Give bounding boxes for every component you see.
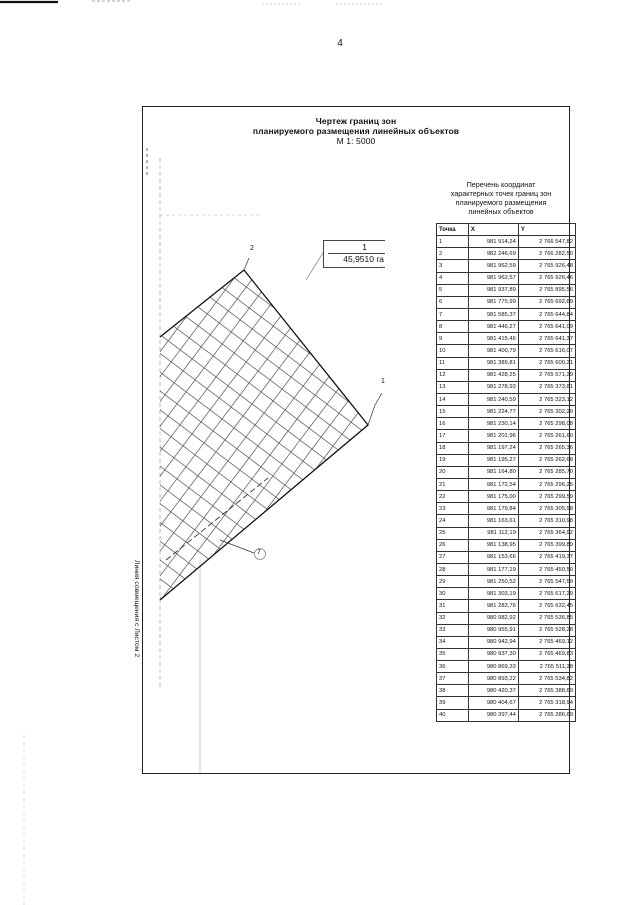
y-cell: 2 765 298,08 — [518, 418, 575, 430]
point-cell: 9 — [437, 333, 469, 345]
coordinates-list-title — [418, 180, 584, 216]
drawing-title — [142, 116, 570, 146]
table-row — [437, 466, 576, 478]
table-row — [437, 454, 576, 466]
table-row — [437, 357, 576, 369]
y-cell: 2 765 450,50 — [518, 563, 575, 575]
y-cell: 2 765 419,37 — [518, 551, 575, 563]
x-cell: 981 303,19 — [468, 588, 518, 600]
point-cell: 10 — [437, 345, 469, 357]
page-number: 4 — [337, 38, 343, 49]
table-row — [437, 418, 576, 430]
y-cell: 2 765 318,94 — [518, 697, 575, 709]
y-cell: 2 765 571,29 — [518, 369, 575, 381]
table-row — [437, 406, 576, 418]
header-point: Точка — [437, 224, 469, 236]
coordinates-table — [436, 223, 576, 722]
x-cell: 981 428,25 — [468, 369, 518, 381]
point-label-1: 1 — [381, 378, 385, 385]
y-cell: 2 765 534,82 — [518, 673, 575, 685]
table-row — [437, 284, 576, 296]
point-cell: 2 — [437, 248, 469, 260]
point-cell: 39 — [437, 697, 469, 709]
point-cell: 26 — [437, 539, 469, 551]
title-line-1: Чертеж границ зон — [315, 116, 397, 126]
point-cell: 4 — [437, 272, 469, 284]
y-cell: 2 765 632,45 — [518, 600, 575, 612]
x-cell: 980 893,22 — [468, 673, 518, 685]
x-cell: 980 397,44 — [468, 709, 518, 721]
x-cell: 980 982,92 — [468, 612, 518, 624]
table-row — [437, 236, 576, 248]
y-cell: 2 765 547,59 — [518, 576, 575, 588]
x-cell: 981 240,59 — [468, 393, 518, 405]
table-row — [437, 551, 576, 563]
table-row — [437, 296, 576, 308]
x-cell: 981 585,37 — [468, 308, 518, 320]
y-cell: 2 765 616,07 — [518, 345, 575, 357]
table-row — [437, 503, 576, 515]
x-cell: 981 112,19 — [468, 527, 518, 539]
point-cell: 7 — [437, 308, 469, 320]
x-cell: 981 179,84 — [468, 503, 518, 515]
y-cell: 2 765 926,46 — [518, 272, 575, 284]
point-cell: 24 — [437, 515, 469, 527]
list-title-line: Перечень координат — [466, 180, 536, 189]
point-cell: 34 — [437, 636, 469, 648]
table-row — [437, 442, 576, 454]
y-cell: 2 765 641,37 — [518, 333, 575, 345]
point-cell: 14 — [437, 393, 469, 405]
table-row — [437, 393, 576, 405]
y-cell: 2 765 299,59 — [518, 491, 575, 503]
y-cell: 2 765 641,09 — [518, 321, 575, 333]
drawing-scale: М 1: 5000 — [336, 136, 376, 146]
table-row — [437, 321, 576, 333]
y-cell: 2 765 285,70 — [518, 466, 575, 478]
x-cell: 981 775,99 — [468, 296, 518, 308]
point-cell: 1 — [437, 236, 469, 248]
point-cell: 20 — [437, 466, 469, 478]
x-cell: 981 278,93 — [468, 381, 518, 393]
point-cell: 17 — [437, 430, 469, 442]
y-cell: 2 766 282,50 — [518, 248, 575, 260]
x-cell: 981 164,80 — [468, 466, 518, 478]
x-cell: 981 163,61 — [468, 515, 518, 527]
table-row — [437, 600, 576, 612]
y-cell: 2 765 536,85 — [518, 612, 575, 624]
y-cell: 2 765 926,48 — [518, 260, 575, 272]
point-cell: 31 — [437, 600, 469, 612]
y-cell: 2 765 399,89 — [518, 539, 575, 551]
table-row — [437, 333, 576, 345]
x-cell: 980 420,37 — [468, 685, 518, 697]
y-cell: 2 765 895,56 — [518, 284, 575, 296]
point-cell: 35 — [437, 648, 469, 660]
y-cell: 2 765 296,25 — [518, 478, 575, 490]
table-row — [437, 576, 576, 588]
x-cell: 981 197,24 — [468, 442, 518, 454]
x-cell: 981 172,54 — [468, 478, 518, 490]
table-row — [437, 709, 576, 721]
point-cell: 21 — [437, 478, 469, 490]
combination-line-label: Линия совмещения с Листом 2 — [133, 560, 140, 658]
x-cell: 981 153,66 — [468, 551, 518, 563]
table-row — [437, 648, 576, 660]
table-row — [437, 697, 576, 709]
y-cell: 2 765 644,84 — [518, 308, 575, 320]
point-cell: 23 — [437, 503, 469, 515]
point-cell: 40 — [437, 709, 469, 721]
table-row — [437, 345, 576, 357]
list-title-line: характерных точек границ зон — [450, 189, 552, 198]
x-cell: 982 246,69 — [468, 248, 518, 260]
y-cell: 2 765 528,28 — [518, 624, 575, 636]
x-cell: 981 224,77 — [468, 406, 518, 418]
point-cell: 28 — [437, 563, 469, 575]
table-row — [437, 248, 576, 260]
point-cell: 32 — [437, 612, 469, 624]
x-cell: 981 138,95 — [468, 539, 518, 551]
y-cell: 2 765 302,20 — [518, 406, 575, 418]
x-cell: 980 404,67 — [468, 697, 518, 709]
table-row — [437, 491, 576, 503]
x-cell: 981 415,46 — [468, 333, 518, 345]
point-cell: 16 — [437, 418, 469, 430]
list-title-line: линейных объектов — [468, 207, 534, 216]
y-cell: 2 765 617,29 — [518, 588, 575, 600]
table-row — [437, 527, 576, 539]
x-cell: 981 250,52 — [468, 576, 518, 588]
x-cell: 981 962,57 — [468, 272, 518, 284]
table-row — [437, 588, 576, 600]
table-row — [437, 260, 576, 272]
table-row — [437, 624, 576, 636]
y-cell: 2 765 511,38 — [518, 661, 575, 673]
point-cell: 38 — [437, 685, 469, 697]
header-y: Y — [518, 224, 575, 236]
table-row — [437, 661, 576, 673]
list-title-line: планируемого размещения — [455, 198, 547, 207]
point-cell: 11 — [437, 357, 469, 369]
header-x: X — [468, 224, 518, 236]
area-number: 1 — [362, 242, 367, 252]
y-cell: 2 765 388,69 — [518, 685, 575, 697]
coordinates-table-body — [437, 236, 576, 722]
table-row — [437, 515, 576, 527]
y-cell: 2 765 262,68 — [518, 454, 575, 466]
point-cell: 18 — [437, 442, 469, 454]
x-cell: 981 389,81 — [468, 357, 518, 369]
x-cell: 980 937,30 — [468, 648, 518, 660]
table-row — [437, 673, 576, 685]
x-cell: 980 955,91 — [468, 624, 518, 636]
point-cell: 37 — [437, 673, 469, 685]
table-row — [437, 478, 576, 490]
point-cell: 5 — [437, 284, 469, 296]
point-label-7: 7 — [257, 549, 261, 556]
y-cell: 2 765 692,69 — [518, 296, 575, 308]
y-cell: 2 765 286,69 — [518, 709, 575, 721]
y-cell: 2 765 265,36 — [518, 442, 575, 454]
x-cell: 981 446,27 — [468, 321, 518, 333]
y-cell: 2 765 364,92 — [518, 527, 575, 539]
x-cell: 981 283,76 — [468, 600, 518, 612]
point-cell: 29 — [437, 576, 469, 588]
x-cell: 981 201,96 — [468, 430, 518, 442]
point-label-2: 2 — [250, 245, 254, 252]
table-row — [437, 539, 576, 551]
table-row — [437, 381, 576, 393]
y-cell: 2 765 469,12 — [518, 636, 575, 648]
table-row — [437, 636, 576, 648]
table-header-row — [437, 224, 576, 236]
point-cell: 25 — [437, 527, 469, 539]
x-cell: 981 962,59 — [468, 260, 518, 272]
point-cell: 8 — [437, 321, 469, 333]
point-cell: 12 — [437, 369, 469, 381]
x-cell: 981 400,79 — [468, 345, 518, 357]
x-cell: 981 195,27 — [468, 454, 518, 466]
y-cell: 2 765 323,12 — [518, 393, 575, 405]
x-cell: 981 914,24 — [468, 236, 518, 248]
point-cell: 22 — [437, 491, 469, 503]
point-cell: 30 — [437, 588, 469, 600]
table-row — [437, 272, 576, 284]
y-cell: 2 765 310,98 — [518, 515, 575, 527]
table-row — [437, 369, 576, 381]
table-row — [437, 430, 576, 442]
point-cell: 36 — [437, 661, 469, 673]
point-cell: 6 — [437, 296, 469, 308]
table-row — [437, 308, 576, 320]
x-cell: 981 937,89 — [468, 284, 518, 296]
x-cell: 981 175,00 — [468, 491, 518, 503]
y-cell: 2 765 305,98 — [518, 503, 575, 515]
x-cell: 981 177,19 — [468, 563, 518, 575]
point-cell: 33 — [437, 624, 469, 636]
table-row — [437, 612, 576, 624]
y-cell: 2 765 469,83 — [518, 648, 575, 660]
y-cell: 2 765 600,21 — [518, 357, 575, 369]
y-cell: 2 766 547,82 — [518, 236, 575, 248]
area-label — [323, 240, 385, 268]
point-cell: 27 — [437, 551, 469, 563]
table-row — [437, 563, 576, 575]
y-cell: 2 765 261,60 — [518, 430, 575, 442]
title-line-2: планируемого размещения линейных объектов — [252, 126, 460, 136]
y-cell: 2 765 373,81 — [518, 381, 575, 393]
x-cell: 980 869,33 — [468, 661, 518, 673]
area-value: 45,9510 га — [343, 254, 384, 264]
table-row — [437, 685, 576, 697]
point-cell: 19 — [437, 454, 469, 466]
point-cell: 15 — [437, 406, 469, 418]
x-cell: 981 230,14 — [468, 418, 518, 430]
point-cell: 3 — [437, 260, 469, 272]
x-cell: 980 942,94 — [468, 636, 518, 648]
point-cell: 13 — [437, 381, 469, 393]
